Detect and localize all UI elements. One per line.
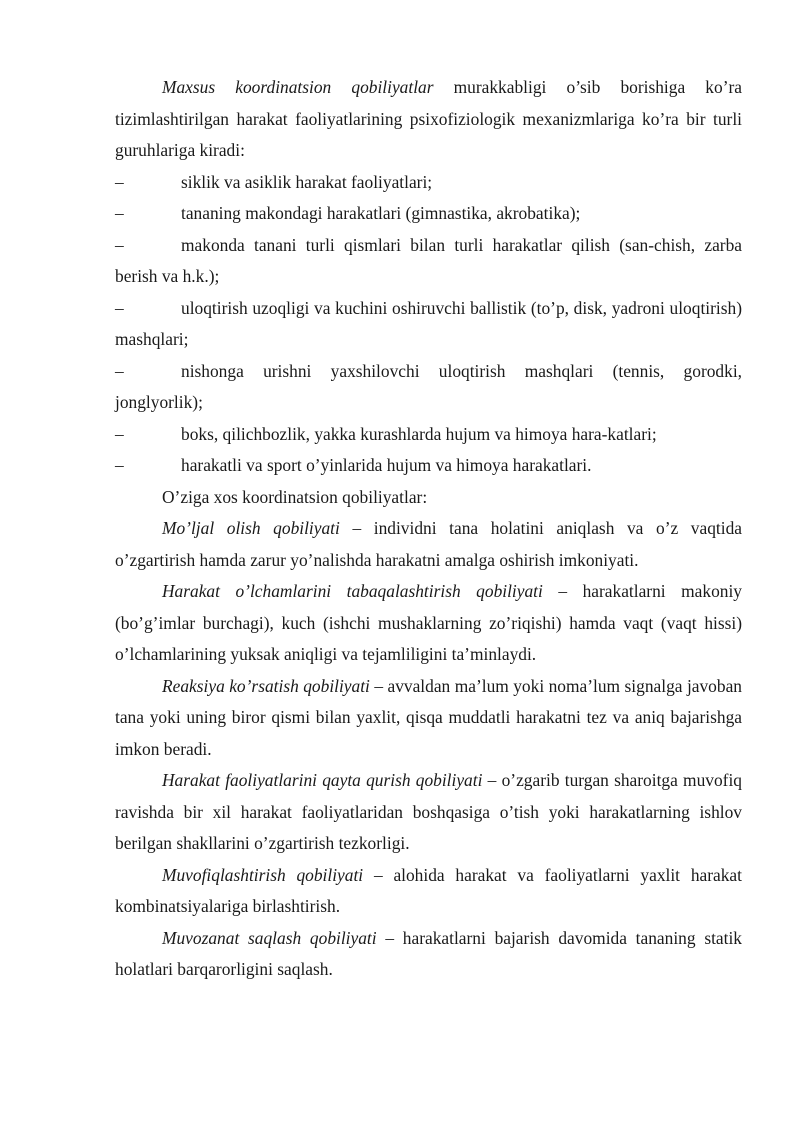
definition-paragraph (115, 923, 742, 986)
definition-text: – individni tana holatini aniqlash va o’z vaqtida o’zgartirish hamda zarur yo’nalishda harakatni amalga oshirish imkoniyati. (115, 518, 742, 570)
definition-term: Muvofiqlashtirish qobiliyati (162, 864, 364, 885)
category-list (115, 167, 742, 482)
definition-text: – avvaldan ma’lum yoki noma’lum signalga javoban tana yoki uning biror qismi bilan yaxlit, qisqa muddatli harakatni tez va aniq bajarishga imkon beradi. (115, 675, 742, 759)
list-dash: – (115, 297, 124, 318)
list-dash: – (115, 423, 124, 444)
list-item (115, 198, 742, 230)
subheading: O’ziga xos koordinatsion qobiliyatlar: (162, 486, 428, 507)
definition-paragraph (115, 513, 742, 576)
list-dash: – (115, 203, 124, 223)
intro-term: Maxsus koordinatsion qobiliyatlar (162, 77, 434, 97)
list-item (115, 356, 742, 419)
list-item (115, 167, 742, 199)
list-item (115, 293, 742, 356)
definition-paragraph (115, 860, 742, 923)
definition-paragraph (115, 765, 742, 860)
definition-text: – o’zgarib turgan sharoitga muvofiq ravishda bir xil harakat faoliyatlaridan boshqasiga o’tish yoki harakatlarning ishlov berilgan shakllarini o’zgartirish tezkorligi. (115, 770, 742, 853)
list-dash: – (115, 360, 124, 381)
definition-text: – alohida harakat va faoliyatlarni yaxlit harakat kombinatsiyalariga birlashtirish. (115, 864, 742, 916)
list-item-text: tananing makondagi harakatlari (gimnastika, akrobatika); (181, 203, 581, 223)
definition-paragraph (115, 576, 742, 671)
list-dash: – (115, 455, 124, 475)
definitions-list (115, 513, 742, 986)
list-item-text: uloqtirish uzoqligi va kuchini oshiruvchi ballistik (to’p, disk, yadroni uloqtirish) mashqlari; (115, 297, 742, 349)
definition-term: Mo’ljal olish qobiliyati (162, 518, 340, 538)
definition-term: Harakat o’lchamlarini tabaqalashtirish qobiliyati (162, 581, 543, 601)
list-item-text: nishonga urishni yaxshilovchi uloqtirish mashqlari (tennis, gorodki, jonglyorlik); (115, 360, 742, 412)
document-page (115, 72, 742, 986)
list-dash: – (115, 234, 124, 255)
list-item-text: makonda tanani turli qismlari bilan turli harakatlar qilish (san-chish, zarba berish va h.k.); (115, 234, 742, 286)
list-dash: – (115, 171, 124, 192)
list-item (115, 450, 742, 482)
list-item (115, 230, 742, 293)
intro-paragraph (115, 72, 742, 167)
list-item-text: boks, qilichbozlik, yakka kurashlarda hujum va himoya hara-katlari; (181, 423, 657, 444)
definition-paragraph (115, 671, 742, 766)
list-item-text: siklik va asiklik harakat faoliyatlari; (181, 171, 433, 192)
list-item-text: harakatli va sport o’yinlarida hujum va himoya harakatlari. (181, 455, 592, 475)
definition-term: Muvozanat saqlash qobiliyati (162, 927, 377, 948)
definition-term: Harakat faoliyatlarini qayta qurish qobiliyati (162, 770, 483, 790)
definition-term: Reaksiya ko’rsatish qobiliyati (162, 675, 370, 696)
definition-text: – harakatlarni bajarish davomida tananing statik holatlari barqarorligini saqlash. (115, 927, 742, 979)
definition-text: – harakatlarni makoniy (bo’g’imlar burchagi), kuch (ishchi mushaklarning zo’riqishi) hamda vaqt (vaqt hissi) o’lchamlarining yuksak aniqligi va tejamliligini ta’minlaydi. (115, 581, 742, 664)
list-item (115, 419, 742, 451)
intro-text: murakkabligi o’sib borishiga ko’ra tizimlashtirilgan harakat faoliyatlarining psixofiziologik mexanizmlariga ko’ra bir turli guruhlariga kiradi: (115, 77, 742, 160)
